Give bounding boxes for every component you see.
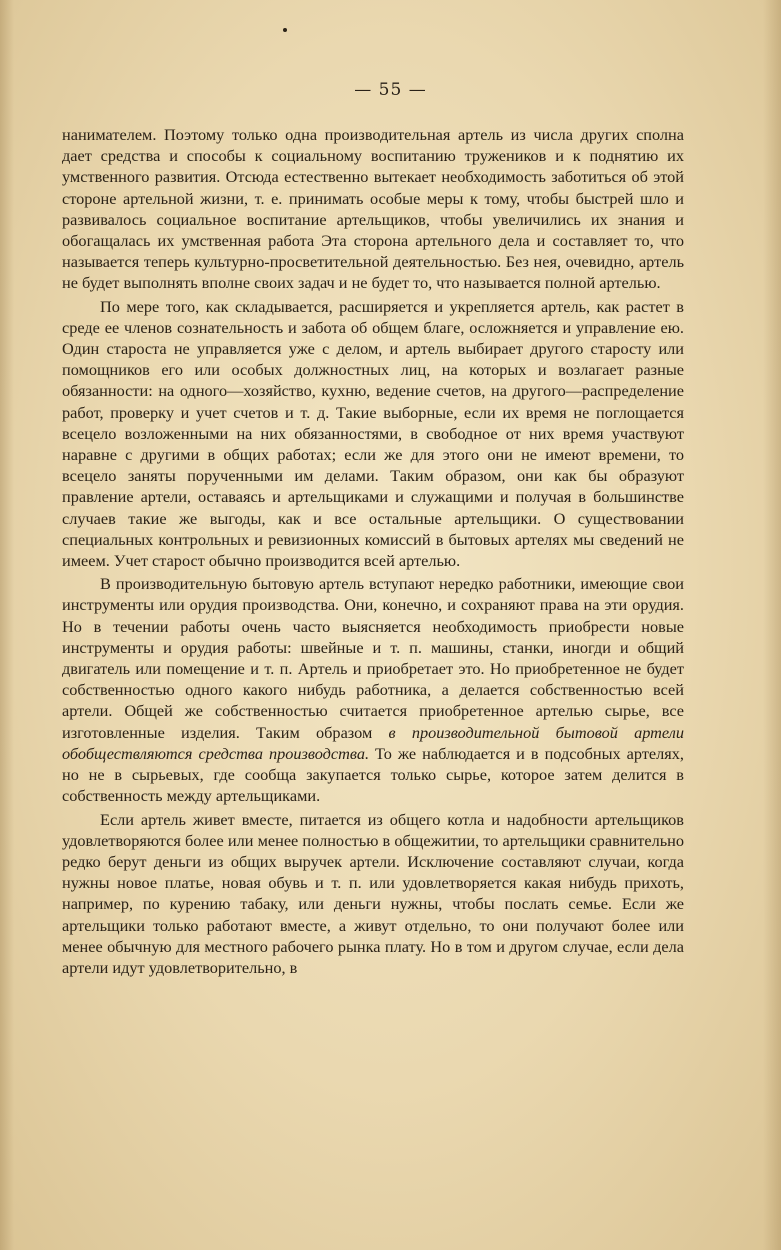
paragraph-3-text-after: То же наблюдается и в подсобных артелях, но не в сырьевых, где сообща закупается только сырье, которое затем делится в собственность между артельщиками. [62, 743, 684, 806]
paragraph-1: нанимателем. Поэтому только одна производительная артель из числа других сполна дает средства и способы к социальному воспитанию тружеников и к поднятию их умственного развития. Отсюда естественно вытекает необходимость заботиться об этой стороне артельной жизни, т. е. принимать особые меры к тому, чтобы быстрей шло и развивалось социальное воспитание артельщиков, чтобы увеличились их знания и обогащалась их умственная работа Эта сторона артельного дела и составляет то, что называется теперь культурно-просветительной деятельностью. Без нея, очевидно, артель не будет выполнять вполне своих задач и не будет то, что называется полной артелью. [62, 125, 684, 293]
paragraph-4: Если артель живет вместе, питается из общего котла и надобности артельщиков удовлетворяются более или менее полностью в общежитии, то артельщики сравнительно редко берут деньги из общих выручек артели. Исключение составляют случаи, когда нужны новое платье, новая обувь и т. п. или удовлетворяется какая нибудь прихоть, например, по курению табаку, или деньги нужны, чтобы послать семье. Если же артельщики только работают вместе, а живут отдельно, то они получают более или менее обычную для местного рабочего рынка плату. Но в том и другом случае, если дела артели идут удовлетворительно, в [62, 809, 684, 977]
body-text [62, 124, 684, 980]
print-speck [283, 28, 287, 32]
paragraph-3-text-before: В производительную бытовую артель вступают нередко работники, имеющие свои инструменты или орудия производства. Они, конечно, и сохраняют права на эти орудия. Но в течении работы очень часто выясняется необходимость приобрести новые инструменты и орудия работы: швейные и т. п. машины, станки, иногди и общий двигатель или помещение и т. п. Артель и приобретает это. Но приобретенное не будет собственностью одного какого нибудь работника, а делается собственностью всей артели. Общей же собственностью считается приобретенное артелью сырье, все изготовленные изделия. Таким образом [62, 574, 684, 742]
page-shadow-right [763, 0, 781, 1250]
paragraph-3 [62, 573, 684, 806]
page-shadow-left [0, 0, 14, 1250]
paragraph-3-italic-phrase: в производительной бытовой артели обобществляются средства производства. [62, 722, 684, 763]
paragraph-2: По мере того, как складывается, расширяется и укрепляется артель, как растет в среде ее членов сознательность и забота об общем благе, осложняется и управление ею. Один староста не управляется уже с делом, и артель выбирает другого старосту или помощников его или особых должностных лиц, на которых и возлагает разные обязанности: на одного—хозяйство, кухню, ведение счетов, на другого—распределение работ, проверку и учет счетов и т. д. Такие выборные, если их время не поглощается всецело возложенными на них обязанностями, в свободное от них время участвуют наравне с другими в общих работах; если же для этого они не имеют времени, то всецело заняты порученными им делами. Таким образом, они как бы образуют правление артели, оставаясь и артельщиками и служащими и получая в большинстве случаев такие же выгоды, как и все остальные артельщики. О существовании специальных контрольных и ревизионных комиссий в бытовых артелях мы сведений не имеем. Учет старост обычно производится всей артелью. [62, 296, 684, 571]
page-number: — 55 — [354, 80, 427, 100]
